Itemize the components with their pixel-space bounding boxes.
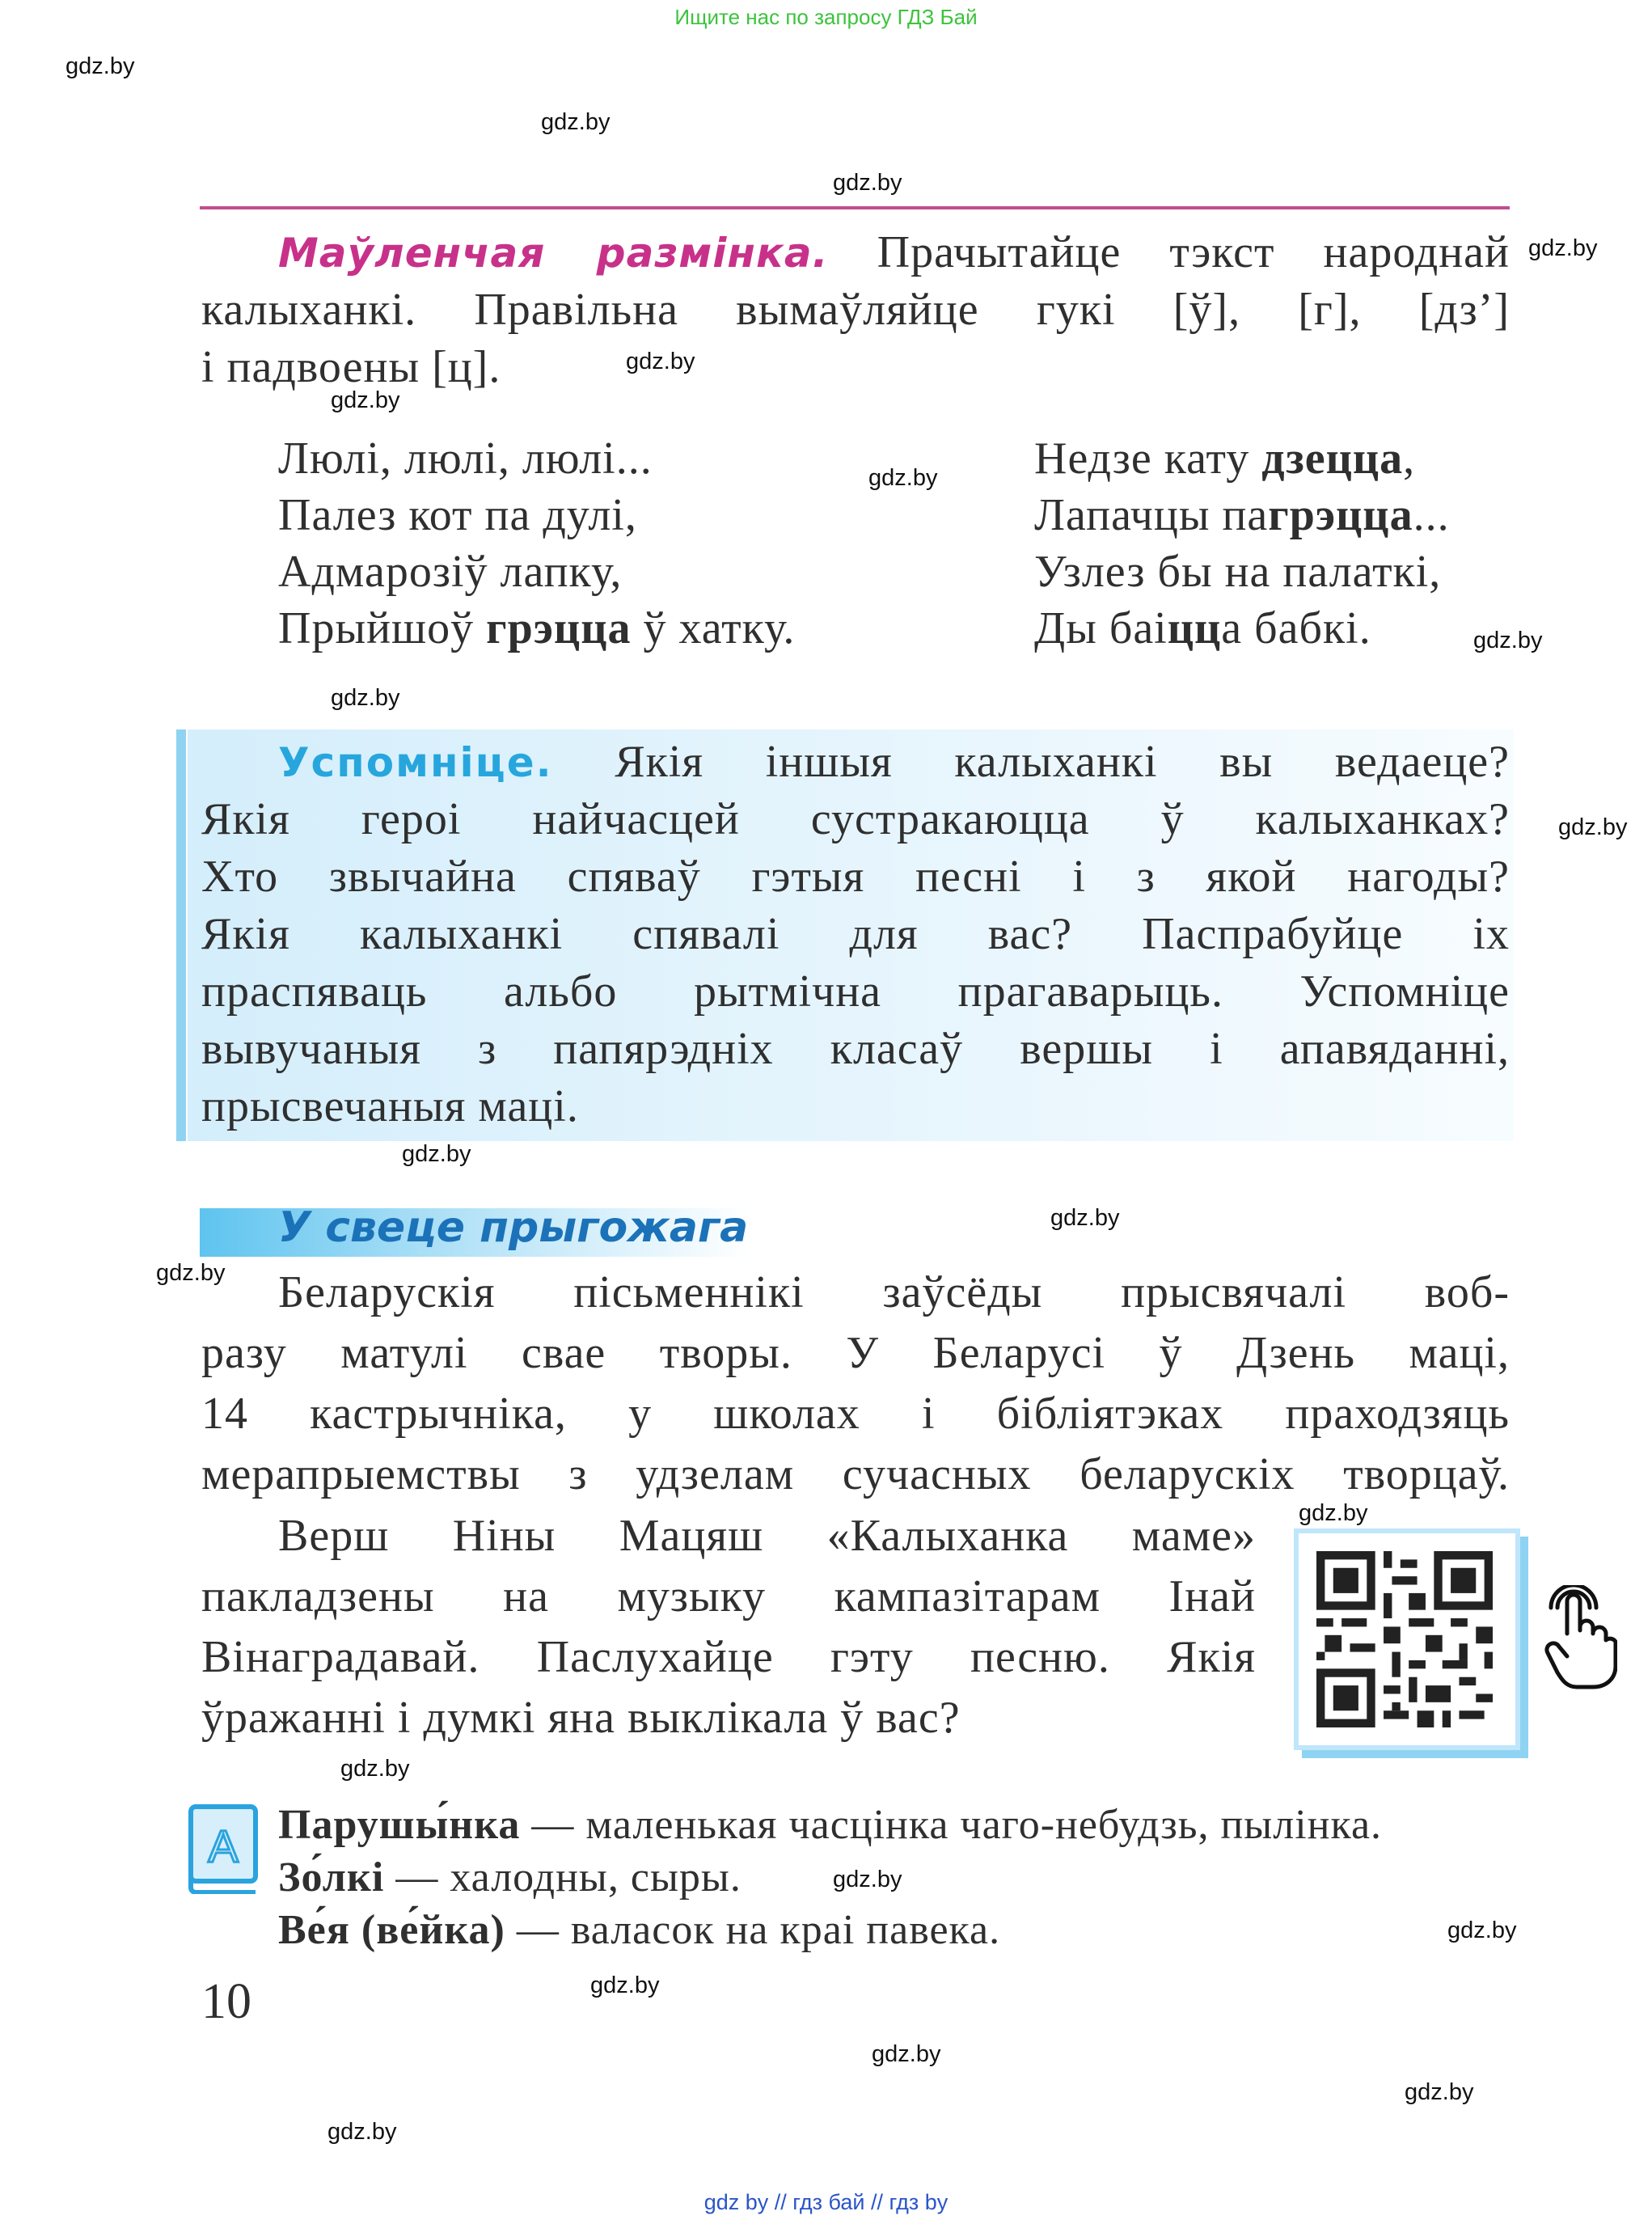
watermark: gdz.by [1473,628,1543,653]
glossary-definition: — валасок на краі павека. [505,1907,1001,1953]
poem-left-column [278,430,795,657]
qr-code-icon [1316,1551,1493,1727]
poem-line [1034,487,1450,543]
page-number: 10 [201,1974,251,2029]
glossary-term: Зо́лкі [278,1854,385,1901]
poem-text: ў хатку. [631,603,796,653]
glossary-entry [278,1852,741,1904]
poem-bold-text: цц [1167,603,1222,653]
recall-line [278,734,1510,790]
warmup-line: і падвоены [ц]. [201,342,501,392]
recall-text: Якія іншыя калыханкі вы ведаеце? [552,737,1510,787]
glossary-entry [278,1905,1000,1956]
recall-line: праспяваць альбо рытмічна прагаварыць. Успомніце [201,966,1510,1017]
dictionary-book-icon [188,1803,259,1898]
poem-text: а бабкі. [1221,603,1371,653]
watermark: gdz.by [156,1260,226,1286]
watermark: gdz.by [1558,814,1628,840]
poem-right-column [1034,430,1450,657]
poem-bold-text: грэцца [486,603,632,653]
poem-line [278,600,795,657]
warmup-line [278,224,1510,281]
recall-line: вывучаныя з папярэдніх класаў вершы і апавяданні, [201,1024,1510,1074]
watermark: gdz.by [340,1756,410,1782]
glossary-entry [278,1799,1382,1851]
poem-text: Прыйшоў [278,603,487,653]
poem-text: Лапачцы па [1034,490,1269,540]
warmup-line: калыханкі. Правільна вымаўляйце гукі [ў], [г], [дз’] [201,285,1510,335]
poem-bold-text: грэцца [1268,490,1413,540]
recall-box-bar [176,729,186,1141]
touch-hand-icon [1544,1585,1617,1694]
poem-text: Палез кот па дулі, [278,490,637,540]
paragraph-line: пакладзены на музыку кампазітарам Інай [201,1571,1256,1621]
svg-text:A: A [208,1820,239,1871]
watermark: gdz.by [1299,1500,1368,1526]
watermark: gdz.by [872,2041,941,2067]
poem-text: Ды баі [1034,603,1168,653]
poem-line [1034,543,1450,600]
watermark: gdz.by [65,53,135,79]
glossary-term: Парушы́нка [278,1802,521,1848]
recall-line: Хто звычайна спяваў гэтыя песні і з якой нагоды? [201,852,1510,902]
glossary-term: Ве́я (ве́йка) [278,1907,505,1953]
poem-text: ... [1413,490,1450,540]
recall-line: Якія героі найчасцей сустракаюцца ў калыханках? [201,794,1510,844]
paragraph-line: Вінаградавай. Паслухайце гэту песню. Якія [201,1632,1256,1682]
watermark: gdz.by [1528,235,1598,261]
paragraph-line: разу матулі свае творы. У Беларусі ў Дзень маці, [201,1328,1510,1378]
poem-line [278,543,795,600]
watermark: gdz.by [402,1141,471,1167]
watermark: gdz.by [331,685,400,711]
paragraph-line: 14 кастрычніка, у школах і бібліятэках праходзяць [201,1389,1510,1439]
paragraph-line: мерапрыемствы з удзелам сучасных беларускіх творцаў. [201,1449,1510,1499]
watermark: gdz.by [541,109,611,135]
poem-line [278,430,795,487]
watermark: gdz.by [626,349,695,374]
watermark: gdz.by [833,1867,902,1892]
qr-code[interactable] [1294,1528,1520,1750]
footer-links[interactable]: gdz by // гдз бай // гдз by [703,2190,949,2214]
poem-text: Люлі, люлі, люлі... [278,433,653,484]
warmup-heading: Маўленчая размінка. [278,230,829,277]
recall-line: прысвечаныя маці. [201,1081,579,1131]
poem-text: , [1403,433,1416,484]
paragraph-line: Беларускія пісьменнікі заўсёды прысвячалі воб- [278,1267,1510,1317]
glossary-definition: — маленькая часцінка чаго-небудзь, пылінка. [520,1802,1383,1848]
watermark: gdz.by [868,465,938,491]
watermark: gdz.by [1447,1917,1517,1943]
warmup-text: Прачытайце тэкст народнай [828,227,1510,277]
watermark: gdz.by [331,387,400,413]
divider-rule [200,206,1510,209]
poem-text: Недзе кату [1034,433,1262,484]
watermark: gdz.by [1050,1205,1120,1231]
poem-text: Адмарозіў лапку, [278,547,623,597]
search-banner[interactable]: Ищите нас по запросу ГДЗ Бай [674,5,978,29]
watermark: gdz.by [590,1972,660,1998]
watermark: gdz.by [1405,2079,1474,2105]
poem-text: Узлез бы на палаткі, [1034,547,1442,597]
glossary-definition: — халодны, сыры. [384,1854,741,1901]
poem-bold-text: дзецца [1261,433,1404,484]
section-title: У свеце прыгожага [278,1203,749,1252]
poem-line [1034,600,1450,657]
paragraph-line: ўражанні і думкі яна выклікала ў вас? [201,1693,961,1743]
watermark: gdz.by [833,170,902,196]
recall-line: Якія калыханкі спявалі для вас? Паспрабуйце іх [201,909,1510,959]
poem-line [1034,430,1450,487]
poem-line [278,487,795,543]
watermark: gdz.by [327,2119,397,2145]
recall-heading: Успомніце. [278,739,553,786]
paragraph-line: Верш Ніны Мацяш «Калыханка маме» [278,1511,1256,1561]
